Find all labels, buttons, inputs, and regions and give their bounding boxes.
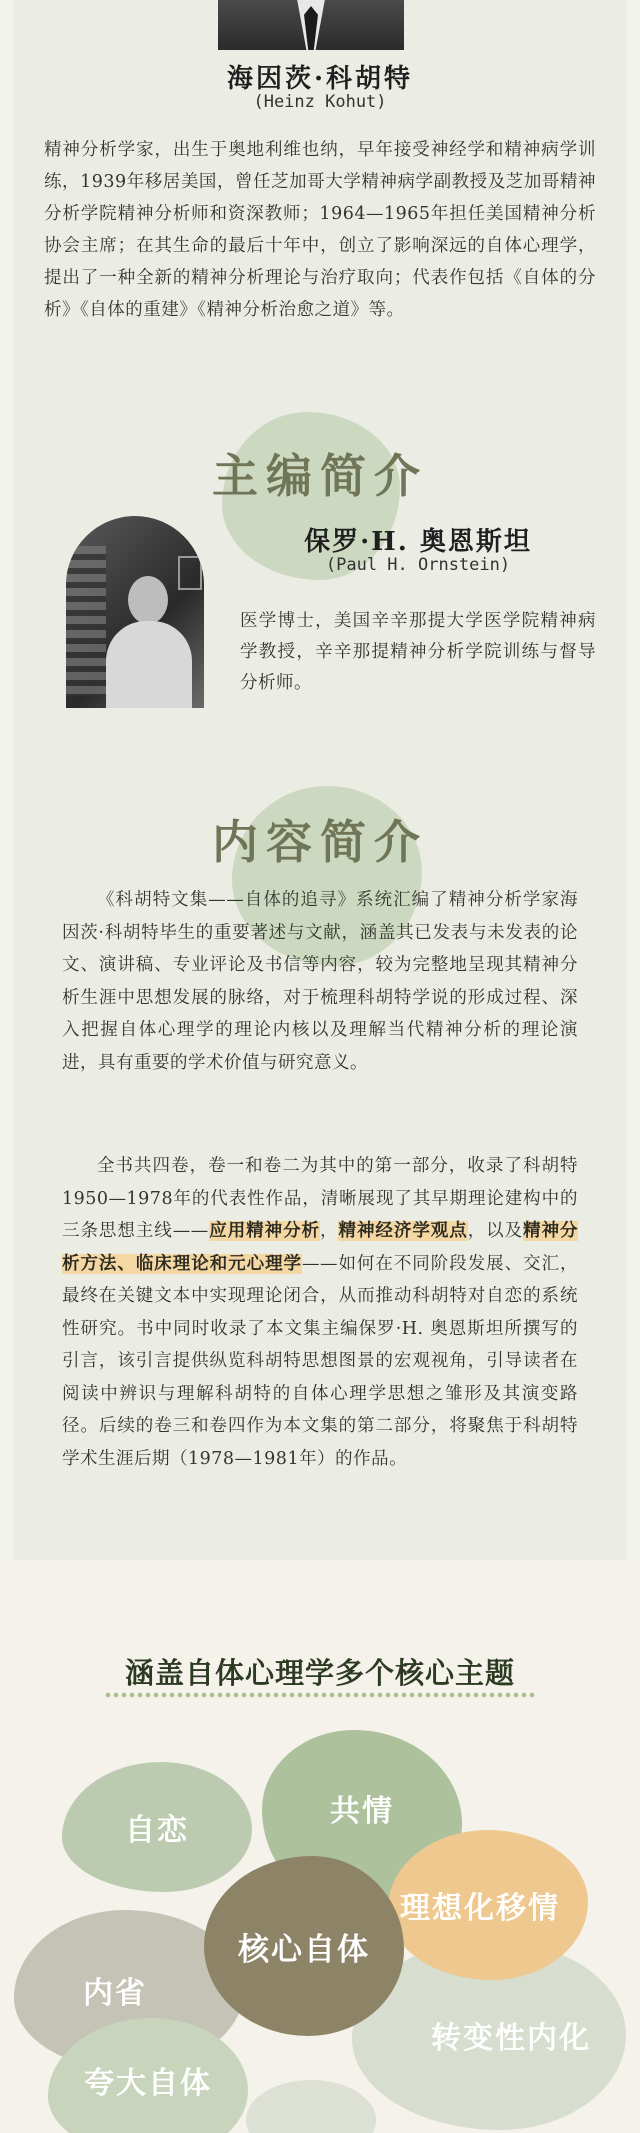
para2-part-b: ——如何在不同阶段发展、交汇，最终在关键文本中实现理论闭合，从而推动科胡特对自恋的系统性研究。书中同时收录了本文集主编保罗·H. 奥恩斯坦所撰写的引言，该引言提供纵览科胡特思想图景的宏观视角，引导读者在阅读中辨识与理解科胡特的自体心理学思想之雏形及其演变路径。后续的卷三和卷四作为本文集的第二部分，将聚焦于科胡特学术生涯后期（1978—1981年）的作品。 bbox=[62, 1253, 578, 1469]
author-photo bbox=[218, 0, 404, 50]
content-para-2 bbox=[62, 1150, 578, 1475]
highlight-economic-viewpoint: 精神经济学观点 bbox=[338, 1221, 468, 1241]
theme-label-idealizing-transference: 理想化移情 bbox=[400, 1891, 560, 1926]
content-section-title: 内容简介 bbox=[212, 815, 428, 869]
theme-label-nuclear-self: 核心自体 bbox=[238, 1931, 370, 1968]
editor-photo bbox=[66, 516, 204, 708]
content-para-1-text: 《科胡特文集——自体的追寻》系统汇编了精神分析学家海因茨·科胡特毕生的重要著述与文献，涵盖其已发表与未发表的论文、演讲稿、专业评论及书信等内容，较为完整地呈现其精神分析生涯中思想发展的脉络，对于梳理科胡特学说的形成过程、深入把握自体心理学的理论内核以及理解当代精神分析的理论演进，具有重要的学术价值与研究意义。 bbox=[62, 890, 578, 1073]
author-bio bbox=[44, 134, 596, 326]
content-para-1 bbox=[62, 884, 578, 1079]
theme-bubble-idealizing-transference bbox=[388, 1830, 588, 1980]
theme-label-grandiose-self: 夸大自体 bbox=[84, 2066, 212, 2101]
themes-title: 涵盖自体心理学多个核心主题 bbox=[124, 1656, 515, 1690]
theme-label-transmuting-internalization: 转变性内化 bbox=[431, 2021, 591, 2056]
theme-label-narcissism: 自恋 bbox=[125, 1813, 189, 1848]
editor-latin-name: (Paul H. Ornstein) bbox=[325, 555, 511, 575]
author-name: 海因茨·科胡特 bbox=[226, 64, 414, 94]
author-latin-name: (Heinz Kohut) bbox=[253, 92, 387, 112]
highlight-applied-psychoanalysis: 应用精神分析 bbox=[208, 1221, 321, 1241]
highlight-method-theory-metapsychology: 精神分析方法、临床理论和元心理学 bbox=[62, 1221, 579, 1274]
content-para-2-text bbox=[62, 1150, 578, 1475]
para2-sep-1: ， bbox=[320, 1221, 339, 1241]
para2-part-a: 全书共四卷，卷一和卷二为其中的第一部分，收录了科胡特1950—1978年的代表性作品，清晰展现了其早期理论建构中的三条思想主线—— bbox=[62, 1156, 578, 1241]
para2-sep-2: ，以及 bbox=[467, 1221, 524, 1241]
themes-title-underline bbox=[104, 1692, 536, 1698]
theme-bubble-nuclear-self bbox=[204, 1856, 404, 2036]
author-bio-text: 精神分析学家，出生于奥地利维也纳，早年接受神经学和精神病学训练，1939年移居美国，曾任芝加哥大学精神病学副教授及芝加哥精神分析学院精神分析师和资深教师；1964—1965年担任美国精神分析协会主席；在其生命的最后十年中，创立了影响深远的自体心理学，提出了一种全新的精神分析理论与治疗取向；代表作包括《自体的分析》《自体的重建》《精神分析治愈之道》等。 bbox=[44, 140, 596, 320]
editor-section-title: 主编简介 bbox=[212, 449, 428, 503]
editor-bio bbox=[240, 606, 596, 699]
theme-label-empathy: 共情 bbox=[330, 1794, 394, 1829]
editor-bio-text: 医学博士，美国辛辛那提大学医学院精神病学教授，辛辛那提精神分析学院训练与督导分析师。 bbox=[240, 611, 596, 693]
theme-label-introspection: 内省 bbox=[83, 1976, 147, 2011]
editor-name: 保罗·H. 奥恩斯坦 bbox=[304, 527, 532, 557]
